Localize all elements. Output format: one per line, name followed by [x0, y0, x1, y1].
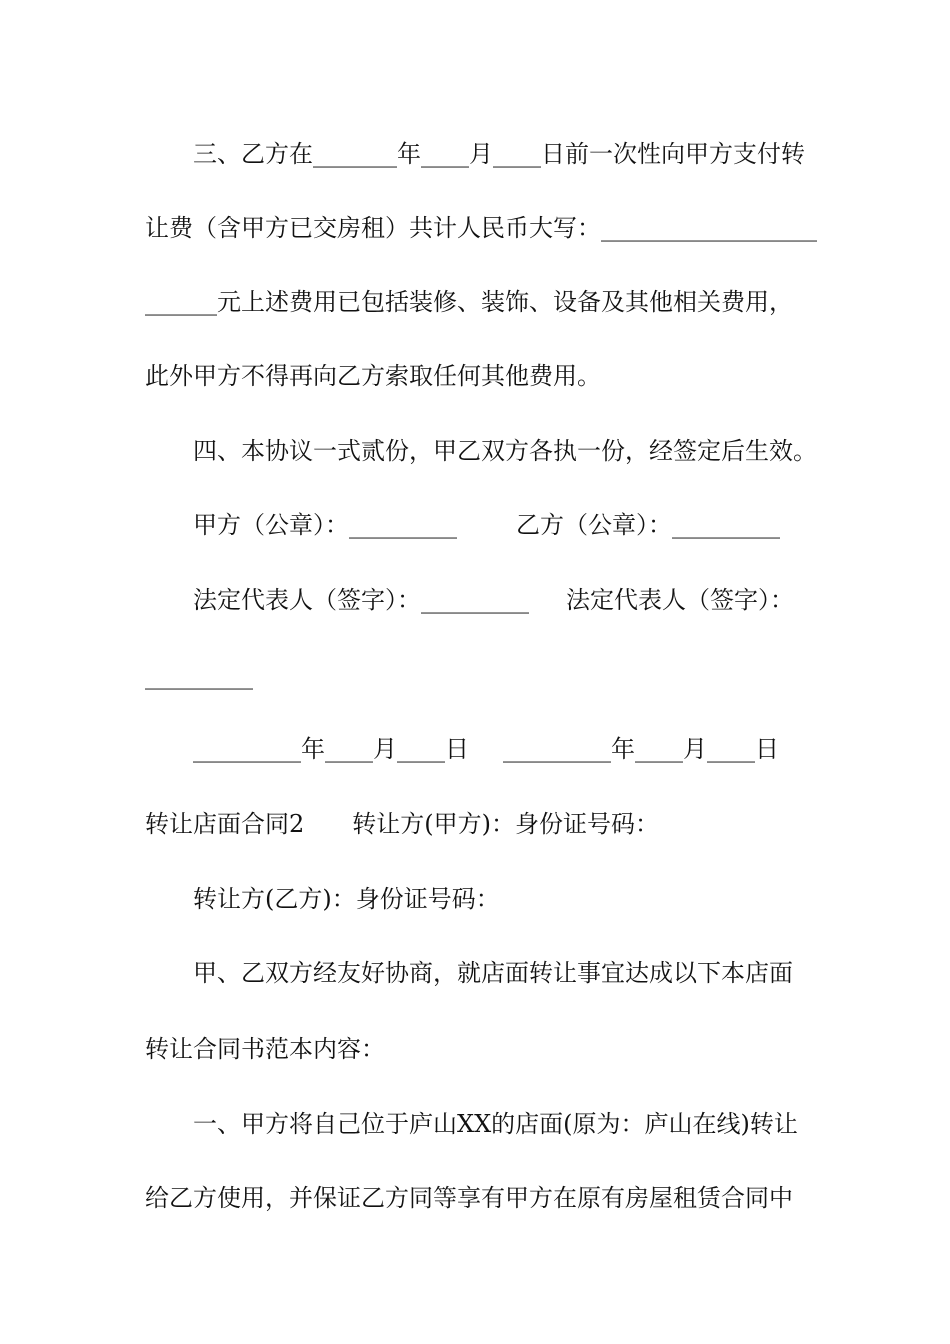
transferee-line: 转让方(乙方)：身份证号码：: [193, 885, 500, 913]
clause-3-line-1: 三、乙方在_______年____月____日前一次性向甲方支付转: [193, 140, 805, 168]
party-a-date: _________年____月____日: [193, 735, 469, 763]
clause-1-line-1: 一、甲方将自己位于庐山XX的店面(原为：庐山在线)转让: [193, 1110, 798, 1138]
clause-4: 四、本协议一式贰份，甲乙双方各执一份，经签定后生效。: [193, 437, 817, 465]
party-a-seal: 甲方（公章）：_________: [193, 511, 457, 539]
contract-2-heading: 转让店面合同2 转让方(甲方)：身份证号码：: [145, 810, 659, 838]
preamble-line-2: 转让合同书范本内容：: [145, 1035, 385, 1063]
party-b-date: _________年____月____日: [503, 735, 779, 763]
clause-3-line-3: ______元上述费用已包括装修、装饰、设备及其他相关费用，: [145, 288, 793, 316]
preamble-line-1: 甲、乙双方经友好协商，就店面转让事宜达成以下本店面: [193, 959, 793, 987]
party-a-representative: 法定代表人（签字）：_________: [193, 586, 529, 614]
party-b-representative: 法定代表人（签字）：: [566, 586, 794, 614]
clause-3-line-4: 此外甲方不得再向乙方索取任何其他费用。: [145, 362, 601, 390]
signature-blank: _________: [145, 662, 253, 690]
party-b-seal: 乙方（公章）：_________: [516, 511, 780, 539]
clause-3-line-2: 让费（含甲方已交房租）共计人民币大写：__________________: [145, 214, 817, 242]
clause-1-line-2: 给乙方使用，并保证乙方同等享有甲方在原有房屋租赁合同中: [145, 1184, 793, 1212]
